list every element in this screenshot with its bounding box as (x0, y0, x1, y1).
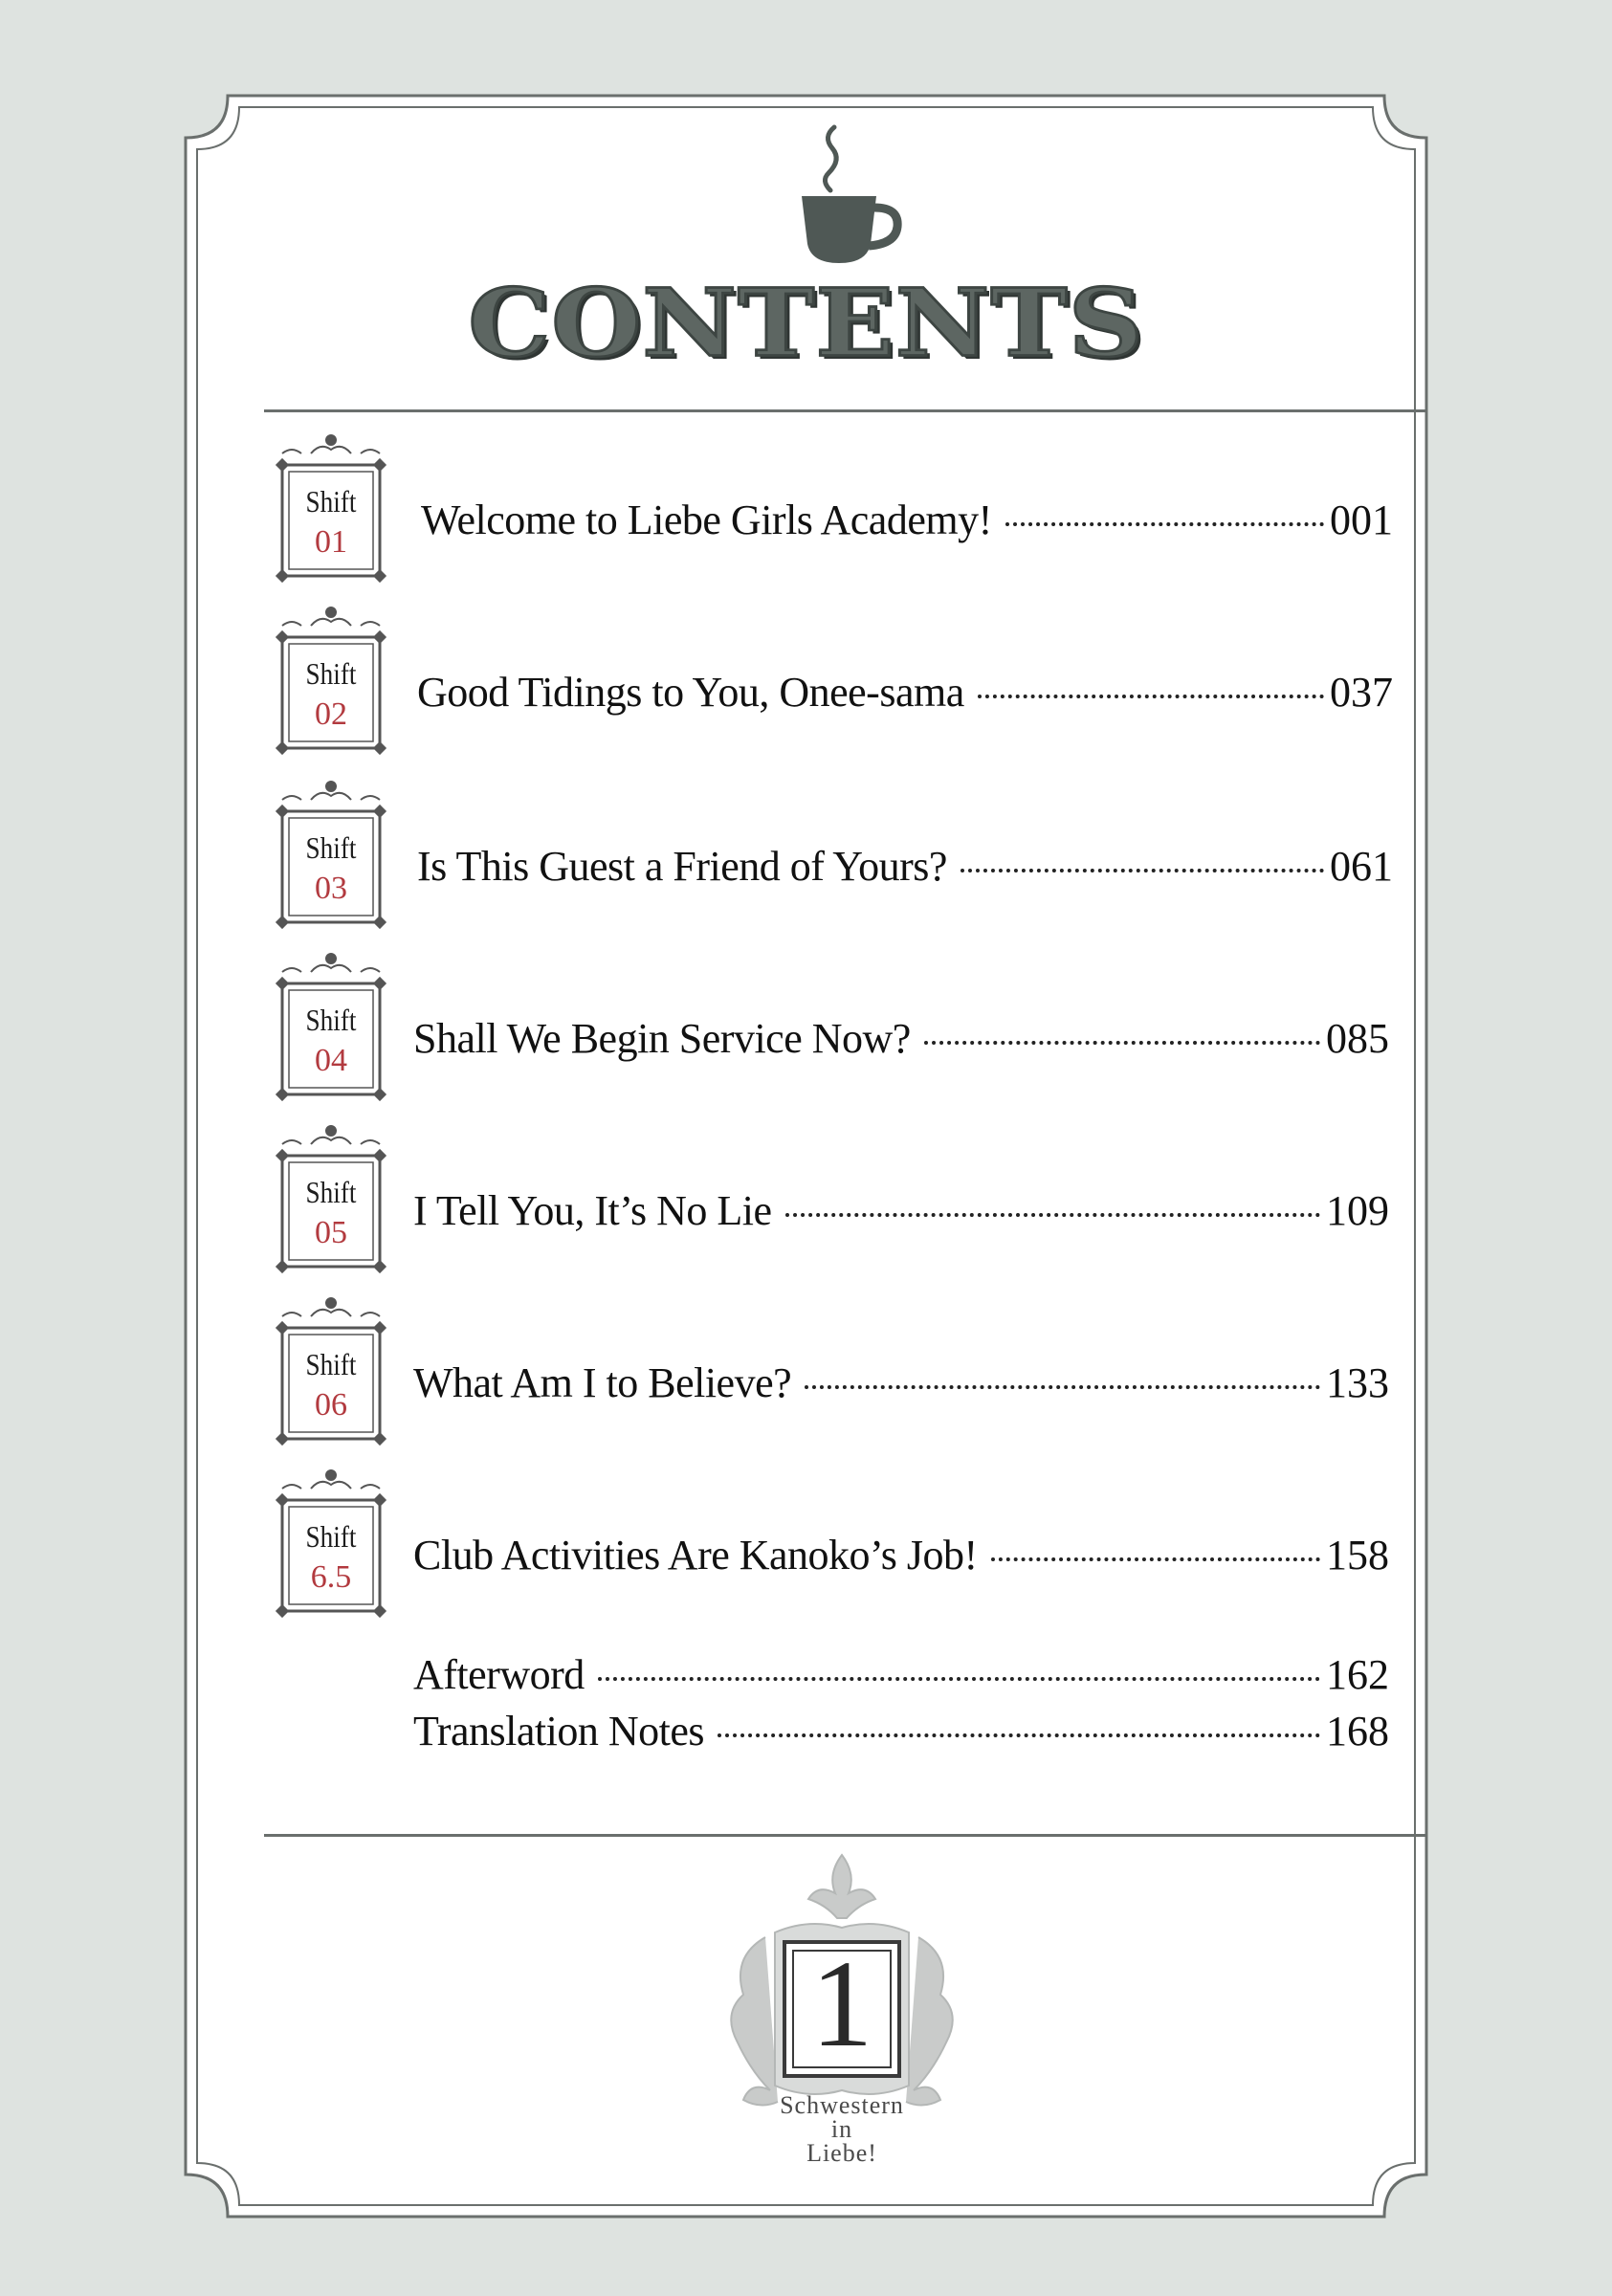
shift-number: 03 (315, 871, 347, 906)
dot-leader (961, 869, 1324, 872)
top-divider (264, 409, 1425, 412)
shift-badge (273, 1292, 389, 1454)
bottom-divider (264, 1834, 1425, 1837)
chapter-title: I Tell You, It’s No Lie (413, 1187, 772, 1234)
shift-number: 06 (315, 1387, 347, 1423)
toc-entry-shift-02[interactable] (0, 601, 1612, 763)
badge-label: Shift (305, 1003, 357, 1037)
page-title: CONTENTS (468, 269, 1144, 378)
shift-badge (273, 1119, 389, 1282)
page-number: 133 (1326, 1359, 1389, 1406)
badge-label: Shift (305, 1175, 357, 1209)
badge-label: Shift (305, 1519, 357, 1554)
extra-title: Afterword (413, 1651, 585, 1698)
badge-label: Shift (305, 830, 357, 865)
dot-leader (978, 695, 1324, 698)
toc-entry-shift-6-5[interactable] (0, 1464, 1612, 1626)
toc-line (413, 1014, 1389, 1071)
page-number: 168 (1326, 1708, 1389, 1755)
shift-number: 6.5 (310, 1559, 352, 1595)
page-number: 158 (1326, 1532, 1389, 1578)
chapter-title: Shall We Begin Service Now? (413, 1015, 911, 1062)
toc-line (417, 842, 1393, 899)
shift-number: 02 (315, 696, 347, 732)
volume-emblem (722, 1851, 961, 2176)
dot-leader (598, 1677, 1320, 1681)
chapter-title: Is This Guest a Friend of Yours? (417, 843, 947, 890)
shift-badge (273, 429, 389, 591)
shift-badge (273, 775, 389, 938)
page-number: 037 (1330, 669, 1393, 716)
shift-badge (273, 1464, 389, 1626)
toc-line (413, 1358, 1389, 1416)
dot-leader (805, 1385, 1320, 1389)
dot-leader (1005, 522, 1324, 526)
toc-entry-shift-03[interactable] (0, 775, 1612, 938)
dot-leader (718, 1733, 1320, 1737)
series-title-line2: in (830, 2115, 853, 2143)
toc-entry-shift-06[interactable] (0, 1292, 1612, 1454)
chapter-title: Good Tidings to You, Onee-sama (417, 669, 964, 716)
page-number: 061 (1330, 843, 1393, 890)
page-number: 001 (1330, 497, 1393, 543)
page-number: 162 (1326, 1651, 1389, 1698)
toc-line (413, 1186, 1389, 1244)
toc-entry-afterword[interactable] (413, 1650, 1389, 1708)
toc-entry-shift-04[interactable] (0, 947, 1612, 1110)
page-number: 085 (1326, 1015, 1389, 1062)
toc-line (421, 496, 1393, 553)
shift-badge (273, 947, 389, 1110)
series-title-line3: Liebe! (806, 2139, 877, 2167)
chapter-title: Club Activities Are Kanoko’s Job! (413, 1532, 978, 1578)
dot-leader (991, 1557, 1320, 1561)
toc-line (413, 1531, 1389, 1588)
series-title-line1: Schwestern (780, 2091, 904, 2119)
shift-number: 01 (315, 524, 347, 560)
coffee-cup-icon (784, 120, 904, 273)
badge-label: Shift (305, 1347, 357, 1381)
dot-leader (924, 1041, 1320, 1045)
dot-leader (785, 1213, 1320, 1217)
toc-entry-shift-01[interactable] (0, 429, 1612, 591)
toc-entry-translation-notes[interactable] (413, 1707, 1389, 1764)
page-number: 109 (1326, 1187, 1389, 1234)
badge-label: Shift (305, 484, 357, 519)
chapter-title: Welcome to Liebe Girls Academy! (421, 497, 992, 543)
volume-number: 1 (810, 1935, 873, 2073)
badge-label: Shift (305, 656, 357, 691)
shift-badge (273, 601, 389, 763)
toc-entry-shift-05[interactable] (0, 1119, 1612, 1282)
shift-number: 04 (315, 1043, 347, 1078)
shift-number: 05 (315, 1215, 347, 1250)
extra-title: Translation Notes (413, 1708, 704, 1755)
toc-line (417, 668, 1393, 725)
chapter-title: What Am I to Believe? (413, 1359, 792, 1406)
